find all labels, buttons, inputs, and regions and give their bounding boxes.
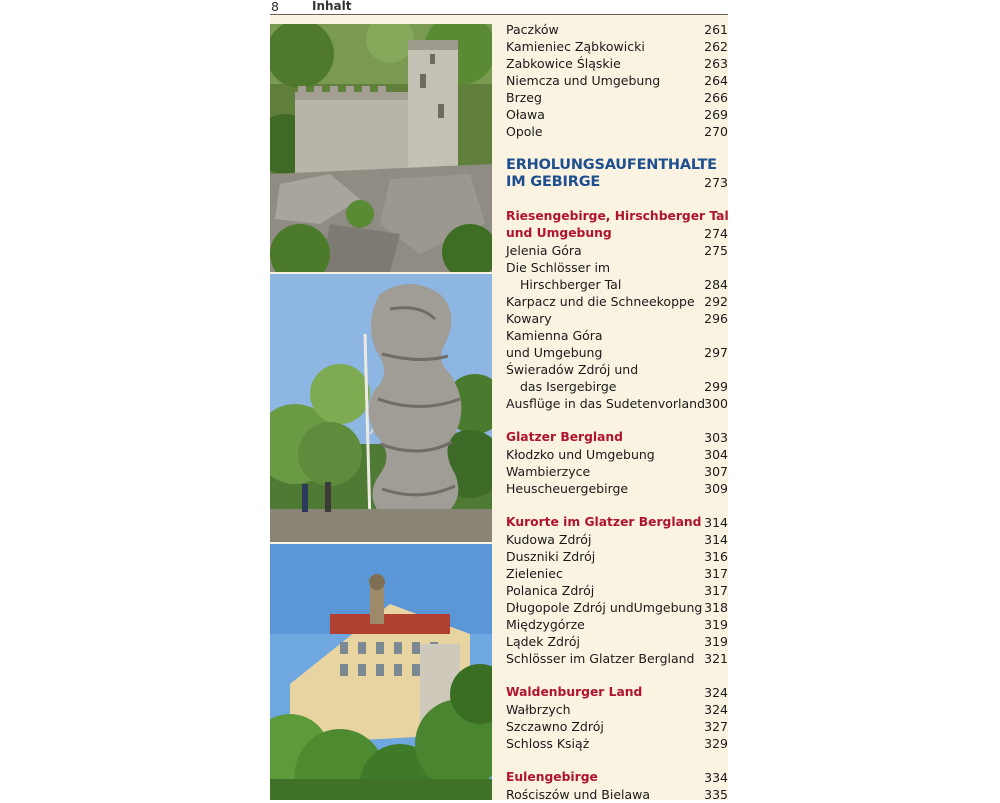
toc-region-heading [506, 769, 728, 786]
toc-page-number: 261 [704, 22, 728, 37]
toc-label: Riesengebirge, Hirschberger Tal [506, 209, 729, 223]
toc-entry-continued [506, 378, 728, 395]
toc-entry [506, 344, 728, 361]
toc-entry [506, 735, 728, 752]
toc-page-number: 319 [704, 617, 728, 632]
toc-label: und Umgebung [506, 345, 603, 360]
toc-region-heading [506, 429, 728, 446]
toc-label: Oława [506, 107, 545, 122]
toc-entry [506, 361, 728, 378]
toc-entry [506, 633, 728, 650]
toc-entry [506, 106, 728, 123]
toc-label: Brzeg [506, 90, 542, 105]
toc-label: Kudowa Zdrój [506, 532, 592, 547]
toc-chapter-heading [506, 174, 728, 191]
toc-spacer [506, 667, 728, 684]
toc-entry [506, 21, 728, 38]
toc-region-heading [506, 684, 728, 701]
toc-page-number: 314 [704, 515, 728, 530]
toc-entry [506, 395, 728, 412]
toc-page-number: 317 [704, 566, 728, 581]
toc-entry [506, 548, 728, 565]
toc-page-number: 309 [704, 481, 728, 496]
toc-page-number: 262 [704, 39, 728, 54]
toc-entry [506, 327, 728, 344]
toc-label: Kowary [506, 311, 552, 326]
toc-label: Hirschberger Tal [520, 277, 622, 292]
toc-page-number: 303 [704, 430, 728, 445]
toc-entry [506, 599, 728, 616]
rock-formation-photo [270, 274, 492, 542]
toc-label: Karpacz und die Schneekoppe [506, 294, 695, 309]
toc-page-number: 297 [704, 345, 728, 360]
table-of-contents [506, 21, 728, 803]
toc-page-number: 266 [704, 90, 728, 105]
toc-label: Kłodzko und Umgebung [506, 447, 655, 462]
toc-label: Międzygórze [506, 617, 585, 632]
toc-chapter-heading [506, 157, 728, 174]
toc-label: ERHOLUNGSAUFENTHALTE [506, 157, 717, 173]
toc-label: Polanica Zdrój [506, 583, 595, 598]
toc-spacer [506, 497, 728, 514]
toc-label: Wambierzyce [506, 464, 591, 479]
toc-entry [506, 531, 728, 548]
toc-entry [506, 55, 728, 72]
toc-entry [506, 463, 728, 480]
toc-entry [506, 72, 728, 89]
toc-page-number: 300 [704, 396, 728, 411]
toc-label: Jelenia Góra [506, 243, 582, 258]
toc-page-number: 292 [704, 294, 728, 309]
toc-page-number: 317 [704, 583, 728, 598]
toc-entry [506, 38, 728, 55]
toc-entry [506, 242, 728, 259]
page-header [270, 0, 728, 15]
toc-entry [506, 718, 728, 735]
toc-label: Szczawno Zdrój [506, 719, 604, 734]
castle-ruin-photo [270, 24, 492, 272]
section-title: Inhalt [312, 0, 352, 13]
toc-page-number: 335 [704, 787, 728, 802]
toc-entry-continued [506, 276, 728, 293]
toc-page-number: 296 [704, 311, 728, 326]
book-page [270, 0, 728, 800]
toc-label: Heuscheuergebirge [506, 481, 629, 496]
toc-entry [506, 650, 728, 667]
toc-entry [506, 446, 728, 463]
toc-spacer [506, 140, 728, 157]
toc-label: Długopole Zdrój undUmgebung [506, 600, 703, 615]
toc-page-number: 270 [704, 124, 728, 139]
toc-page-number: 275 [704, 243, 728, 258]
toc-label: IM GEBIRGE [506, 174, 601, 190]
toc-label: Duszniki Zdrój [506, 549, 596, 564]
toc-entry [506, 123, 728, 140]
page-number: 8 [271, 0, 279, 14]
toc-page-number: 324 [704, 685, 728, 700]
toc-page-number: 316 [704, 549, 728, 564]
toc-page-number: 318 [704, 600, 728, 615]
toc-label: Lądek Zdrój [506, 634, 580, 649]
toc-label: Wałbrzych [506, 702, 571, 717]
toc-region-heading [506, 514, 728, 531]
toc-label: Kamieniec Ząbkowicki [506, 39, 645, 54]
toc-region-heading [506, 225, 728, 242]
toc-label: Waldenburger Land [506, 685, 643, 699]
toc-spacer [506, 191, 728, 208]
toc-page-number: 274 [704, 226, 728, 241]
toc-label: Ausflüge in das Sudetenvorland [506, 396, 705, 411]
toc-page-number: 324 [704, 702, 728, 717]
toc-label: Paczków [506, 22, 559, 37]
toc-label: Schloss Książ [506, 736, 590, 751]
toc-page-number: 319 [704, 634, 728, 649]
toc-region-heading [506, 208, 728, 225]
toc-entry [506, 786, 728, 803]
toc-page-number: 334 [704, 770, 728, 785]
toc-page-number: 329 [704, 736, 728, 751]
toc-label: Świeradów Zdrój und [506, 362, 639, 377]
toc-entry [506, 259, 728, 276]
toc-label: Kurorte im Glatzer Bergland [506, 515, 702, 529]
toc-entry [506, 480, 728, 497]
toc-page-number: 263 [704, 56, 728, 71]
toc-label: das Isergebirge [520, 379, 617, 394]
toc-label: Kamienna Góra [506, 328, 603, 343]
toc-label: Eulengebirge [506, 770, 598, 784]
toc-spacer [506, 752, 728, 769]
toc-page-number: 321 [704, 651, 728, 666]
toc-entry [506, 616, 728, 633]
toc-entry [506, 293, 728, 310]
toc-label: Niemcza und Umgebung [506, 73, 661, 88]
toc-label: Schlösser im Glatzer Bergland [506, 651, 695, 666]
toc-label: Opole [506, 124, 543, 139]
toc-label: Zabkowice Śląskie [506, 56, 621, 71]
toc-page-number: 307 [704, 464, 728, 479]
toc-label: Die Schlösser im [506, 260, 611, 275]
toc-label: und Umgebung [506, 226, 612, 240]
toc-entry [506, 310, 728, 327]
toc-page-number: 269 [704, 107, 728, 122]
toc-entry [506, 565, 728, 582]
toc-label: Rościszów und Bielawa [506, 787, 651, 802]
toc-entry [506, 582, 728, 599]
toc-page-number: 264 [704, 73, 728, 88]
toc-label: Glatzer Bergland [506, 430, 623, 444]
toc-entry [506, 89, 728, 106]
toc-spacer [506, 412, 728, 429]
toc-page-number: 284 [704, 277, 728, 292]
toc-page-number: 314 [704, 532, 728, 547]
toc-page-number: 299 [704, 379, 728, 394]
toc-entry [506, 701, 728, 718]
toc-page-number: 304 [704, 447, 728, 462]
ksiaz-castle-photo [270, 544, 492, 800]
toc-page-number: 327 [704, 719, 728, 734]
toc-label: Zieleniec [506, 566, 563, 581]
toc-page-number: 273 [704, 175, 728, 190]
